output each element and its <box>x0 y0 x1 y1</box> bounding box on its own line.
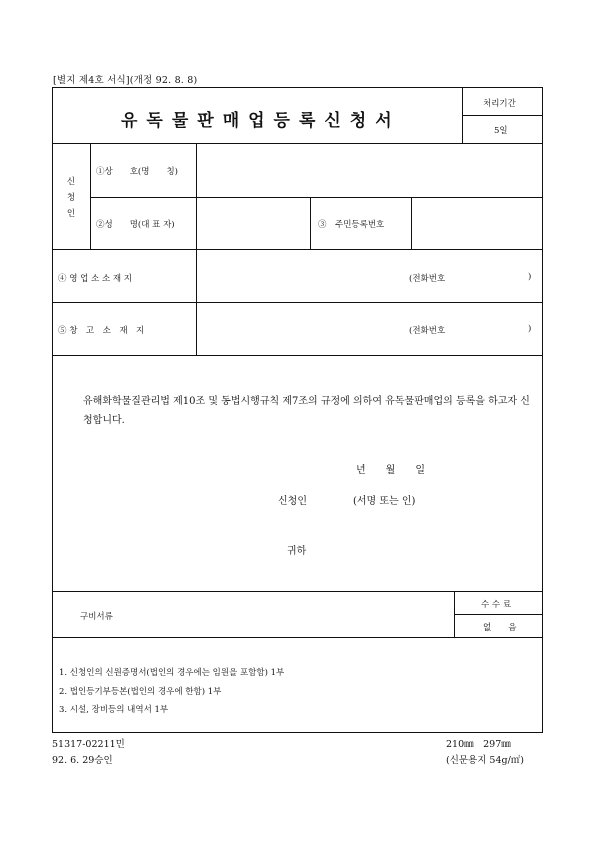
warehouse-phone-close: ) <box>528 324 532 334</box>
paper-spec: (신문용지 54g/㎡) <box>446 755 525 766</box>
name-label: ②성 명(대 표 자) <box>96 220 175 230</box>
application-form <box>52 87 543 733</box>
divider <box>454 614 543 615</box>
applicant-signature-label: 신청인 <box>278 496 307 507</box>
office-phone-label: (전화번호 <box>409 274 446 284</box>
divider <box>310 197 311 249</box>
warehouse-phone-label: (전화번호 <box>409 326 446 336</box>
trade-name-label: ①상 호(명 칭) <box>96 167 178 177</box>
document-item: 3. 시설, 장비등의 내역서 1부 <box>59 705 169 715</box>
form-title: 유독물판매업등록신청서 <box>121 111 401 131</box>
approval-date: 92. 6. 29승인 <box>52 755 113 766</box>
addressee: 귀하 <box>287 546 307 557</box>
office-location-field[interactable] <box>197 250 542 301</box>
fee-label: 수 수 료 <box>481 600 512 610</box>
trade-name-field[interactable] <box>197 144 542 196</box>
divider <box>462 115 543 116</box>
office-phone-close: ) <box>528 272 532 282</box>
divider <box>53 637 543 638</box>
resident-number-label: ③ 주민등록번호 <box>318 220 385 230</box>
processing-period-value: 5일 <box>494 126 508 136</box>
divider <box>454 591 455 637</box>
office-location-label: ④ 영 업 소 소 재 지 <box>58 274 132 284</box>
form-code: 51317-02211민 <box>52 739 125 750</box>
application-statement: 유해화학물질관리법 제10조 및 동법시행규칙 제7조의 규정에 의하여 유독물판매업의 등록을 하고자 신청합니다. <box>83 396 530 426</box>
required-documents-label: 구비서류 <box>80 612 113 622</box>
document-item: 2. 법인등기부등본(법인의 경우에 한함) 1부 <box>59 687 222 697</box>
divider <box>53 355 543 356</box>
applicant-section-label: 신 청 인 <box>66 177 76 219</box>
divider <box>53 591 543 592</box>
warehouse-location-label: ⑤ 창 고 소 재 지 <box>58 326 145 336</box>
resident-number-field[interactable] <box>412 198 542 248</box>
signature-or-seal: (서명 또는 인) <box>353 496 416 507</box>
processing-period-label: 처리기간 <box>483 99 516 109</box>
fee-value: 없 음 <box>483 623 517 633</box>
warehouse-location-field[interactable] <box>197 303 542 354</box>
divider <box>462 88 463 143</box>
form-reference: [별지 제4호 서식](개정 92. 8. 8) <box>53 75 198 86</box>
date-line: 년 월 일 <box>356 465 425 476</box>
document-item: 1. 신청인의 신원증명서(법인의 경우에는 임원을 포함함) 1부 <box>59 668 285 678</box>
paper-size: 210㎜ 297㎜ <box>446 739 511 750</box>
name-field[interactable] <box>197 198 309 248</box>
divider <box>90 143 91 249</box>
